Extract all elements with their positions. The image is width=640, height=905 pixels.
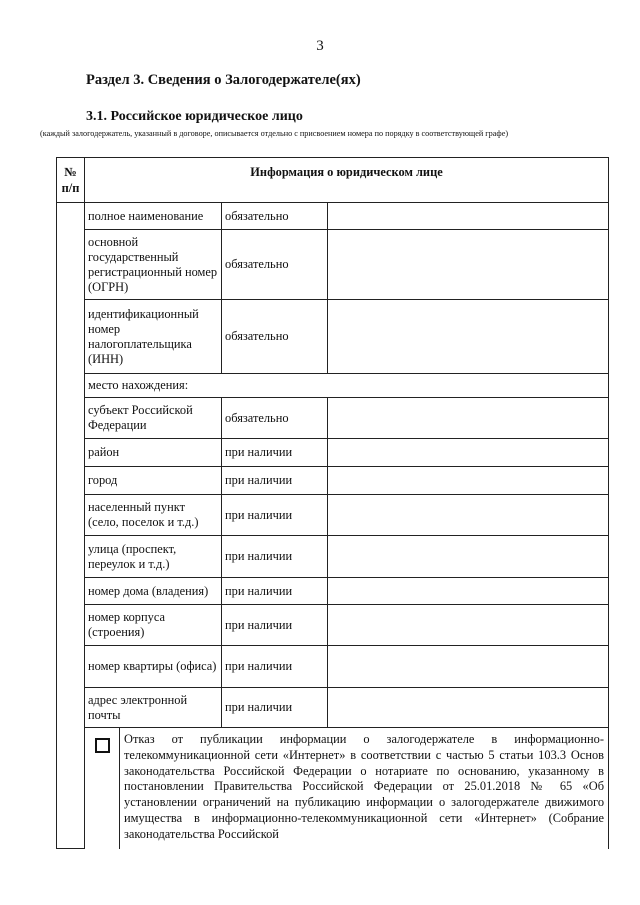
refusal-text: Отказ от публикации информации о залогодержателе в информационно-телекоммуникационной сети «Интернет» в соответствии с частью 5 статьи 103.3 Основ законодательства Российской Федерации о нотариате по основанию, указанному в постановлении Правительства Российской Федерации от 25.01.2018 № 65 «Об установлении ограничений на публикацию информации о залогодержателе движимого имущества в информационно-телекоммуникационной сети «Интернет» (Собрание законодательства Российской (124, 732, 605, 841)
row-label: номер корпуса (строения) (85, 605, 222, 646)
table-row-location (57, 374, 609, 398)
row-label: адрес электронной почты (85, 688, 222, 728)
row-label: номер квартиры (офиса) (85, 646, 222, 688)
table-row-inn (57, 300, 609, 374)
table-row-apartment (57, 646, 609, 688)
row-value-field[interactable] (328, 688, 609, 728)
row-status: при наличии (222, 578, 328, 605)
row-status: при наличии (222, 605, 328, 646)
row-value-field[interactable] (328, 439, 609, 467)
row-label: основной государственный регистрационный номер (ОГРН) (85, 230, 222, 300)
table-row-ogrn (57, 230, 609, 300)
row-label: улица (проспект, переулок и т.д.) (85, 536, 222, 578)
row-label: номер дома (владения) (85, 578, 222, 605)
row-status: обязательно (222, 230, 328, 300)
row-status: обязательно (222, 398, 328, 439)
table-row-street (57, 536, 609, 578)
refusal-checkbox[interactable] (95, 738, 110, 753)
row-label: полное наименование (85, 203, 222, 230)
row-label: район (85, 439, 222, 467)
row-value-field[interactable] (328, 203, 609, 230)
row-value-field[interactable] (328, 605, 609, 646)
row-value-field[interactable] (328, 300, 609, 374)
row-value-field[interactable] (328, 398, 609, 439)
table-row-settlement (57, 495, 609, 536)
table-row-region (57, 398, 609, 439)
row-label: город (85, 467, 222, 495)
row-status: при наличии (222, 688, 328, 728)
table-row-refusal (57, 728, 609, 849)
row-label: населенный пункт (село, поселок и т.д.) (85, 495, 222, 536)
row-status: при наличии (222, 439, 328, 467)
refusal-cell (85, 728, 609, 849)
table-row-district (57, 439, 609, 467)
header-number: № п/п (57, 158, 85, 203)
subsection-title: 3.1. Российское юридическое лицо (86, 109, 303, 124)
row-value-field[interactable] (328, 646, 609, 688)
table-row-city (57, 467, 609, 495)
row-status: при наличии (222, 467, 328, 495)
row-status: при наличии (222, 495, 328, 536)
row-label: место нахождения: (85, 374, 609, 398)
row-status: при наличии (222, 536, 328, 578)
row-status: при наличии (222, 646, 328, 688)
row-label: субъект Российской Федерации (85, 398, 222, 439)
row-status: обязательно (222, 203, 328, 230)
row-value-field[interactable] (328, 230, 609, 300)
table-row-house (57, 578, 609, 605)
row-value-field[interactable] (328, 467, 609, 495)
row-number-cell (57, 203, 85, 849)
row-value-field[interactable] (328, 536, 609, 578)
row-value-field[interactable] (328, 495, 609, 536)
page-number: 3 (316, 38, 324, 54)
subsection-note: (каждый залогодержатель, указанный в договоре, описывается отдельно с присвоением номера по порядку в соответствующей графе) (40, 129, 509, 138)
legal-entity-table (56, 157, 609, 849)
row-label: идентификационный номер налогоплательщика (ИНН) (85, 300, 222, 374)
table-row-building (57, 605, 609, 646)
header-info: Информация о юридическом лице (85, 158, 609, 203)
table-row-email (57, 688, 609, 728)
row-status: обязательно (222, 300, 328, 374)
table-row-full-name (57, 203, 609, 230)
row-value-field[interactable] (328, 578, 609, 605)
table-header-row (57, 158, 609, 203)
section-title: Раздел 3. Сведения о Залогодержателе(ях) (86, 72, 361, 88)
